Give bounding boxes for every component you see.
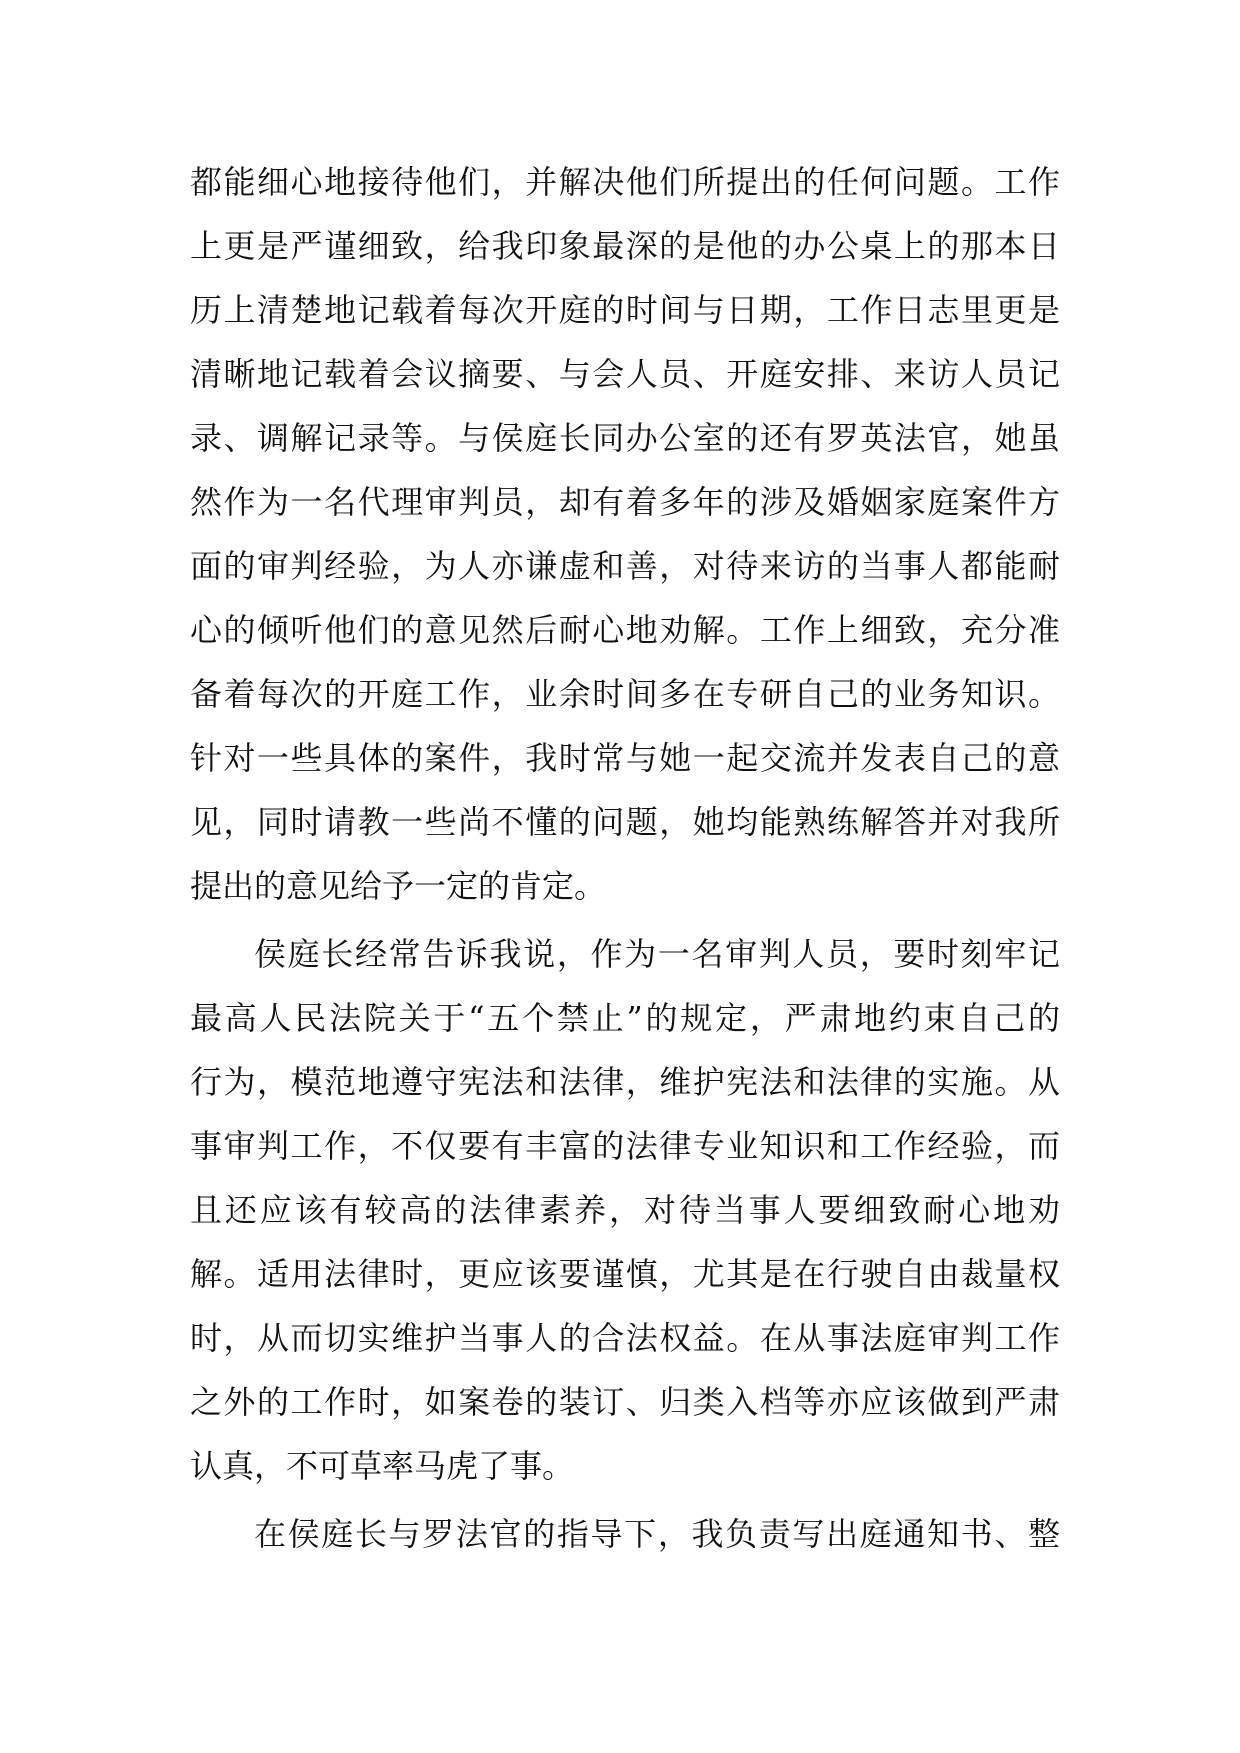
text-line: 录、调解记录等。与侯庭长同办公室的还有罗英法官，她虽 <box>190 419 1060 457</box>
text-line: 备着每次的开庭工作，业余时间多在专研自己的业务知识。 <box>190 675 1060 713</box>
text-line: 时，从而切实维护当事人的合法权益。在从事法庭审判工作 <box>190 1319 1060 1357</box>
text-line: 解。适用法律时，更应该要谨慎，尤其是在行驶自由裁量权 <box>190 1255 1060 1293</box>
text-line: 心的倾听他们的意见然后耐心地劝解。工作上细致，充分准 <box>190 611 1060 649</box>
body-text <box>190 150 1060 1566</box>
text-line: 在侯庭长与罗法官的指导下，我负责写出庭通知书、整 <box>254 1515 1060 1553</box>
text-line: 然作为一名代理审判员，却有着多年的涉及婚姻家庭案件方 <box>190 483 1060 521</box>
text-line: 提出的意见给予一定的肯定。 <box>190 867 607 905</box>
text-line: 上更是严谨细致，给我印象最深的是他的办公桌上的那本日 <box>190 227 1060 265</box>
text-line: 清晰地记载着会议摘要、与会人员、开庭安排、来访人员记 <box>190 355 1060 393</box>
text-line: 事审判工作，不仅要有丰富的法律专业知识和工作经验，而 <box>190 1127 1060 1165</box>
text-line: 最高人民法院关于“五个禁止”的规定，严肃地约束自己的 <box>190 999 1060 1037</box>
text-line: 之外的工作时，如案卷的装订、归类入档等亦应该做到严肃 <box>190 1383 1060 1421</box>
text-line: 都能细心地接待他们，并解决他们所提出的任何问题。工作 <box>190 163 1060 201</box>
text-line: 侯庭长经常告诉我说，作为一名审判人员，要时刻牢记 <box>254 935 1060 973</box>
text-line: 且还应该有较高的法律素养，对待当事人要细致耐心地劝 <box>190 1191 1060 1229</box>
text-line: 行为，模范地遵守宪法和法律，维护宪法和法律的实施。从 <box>190 1063 1060 1101</box>
text-line: 认真，不可草率马虎了事。 <box>190 1447 575 1485</box>
text-line: 面的审判经验，为人亦谦虚和善，对待来访的当事人都能耐 <box>190 547 1060 585</box>
text-line: 针对一些具体的案件，我时常与她一起交流并发表自己的意 <box>190 739 1060 777</box>
text-line: 历上清楚地记载着每次开庭的时间与日期，工作日志里更是 <box>190 291 1060 329</box>
text-line: 见，同时请教一些尚不懂的问题，她均能熟练解答并对我所 <box>190 803 1060 841</box>
